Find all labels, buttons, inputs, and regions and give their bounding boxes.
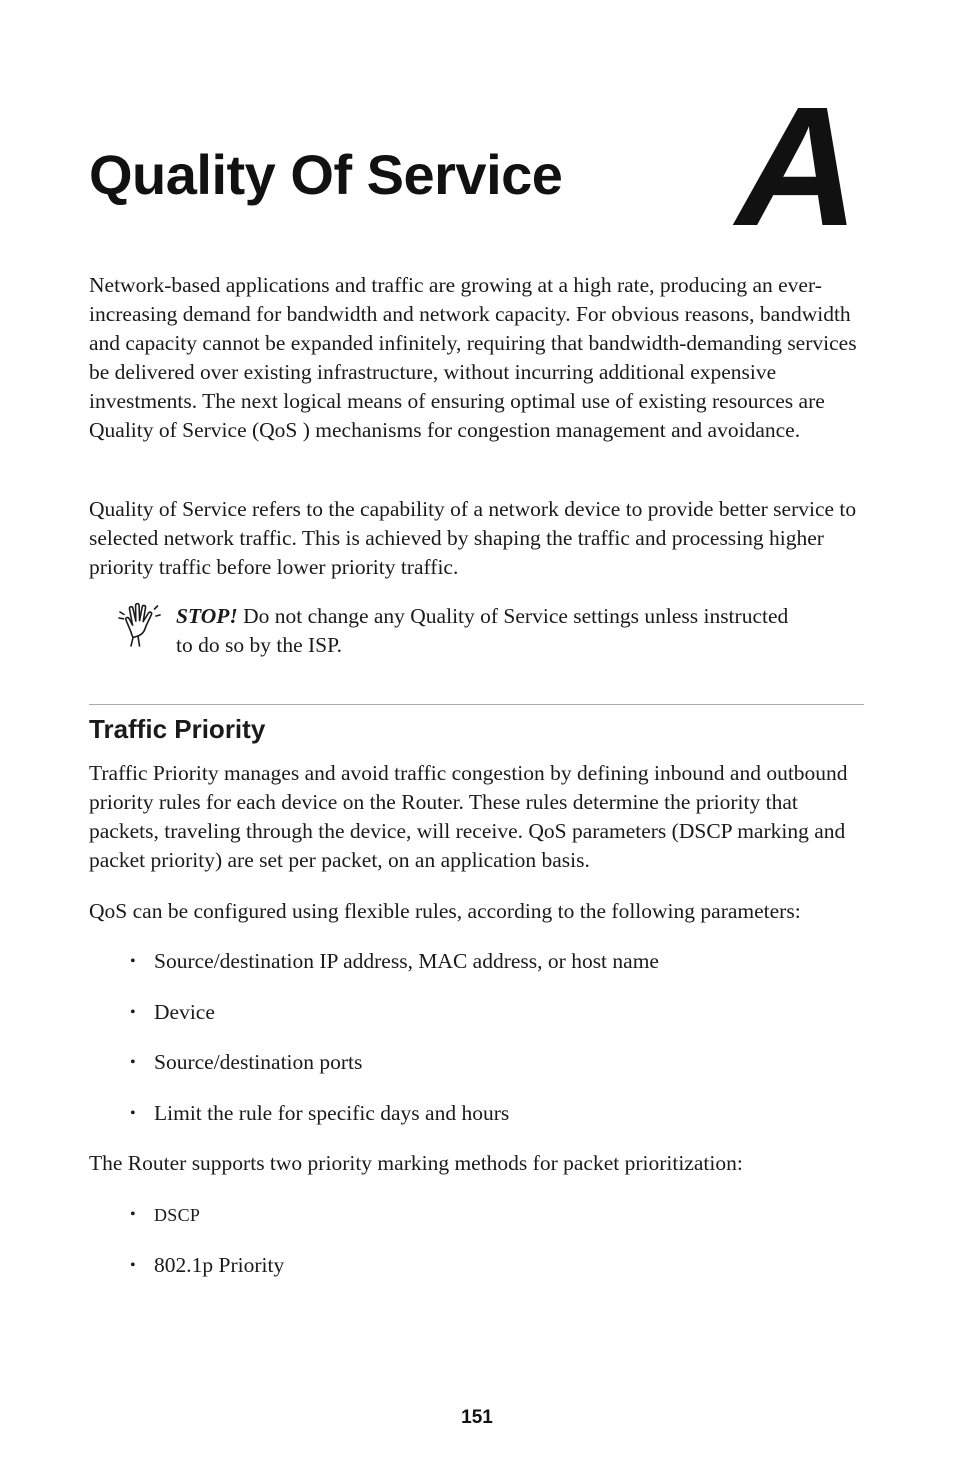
stop-note-text [176, 602, 796, 660]
section-title: Traffic Priority [89, 714, 266, 744]
section-divider [89, 704, 864, 705]
intro-paragraph: Network-based applications and traffic are growing at a high rate, producing an ever-increasing demand for bandwidth and network capacity. For obvious reasons, bandwidth and capacity cannot be expanded infinitely, requiring that bandwidth-demanding services be delivered over existing infrastructure, without incurring additional expensive investments. The next logical means of ensuring optimal use of existing resources are Quality of Service (QoS ) mechanisms for congestion management and avoidance. [89, 273, 857, 442]
page-number: 151 [461, 1407, 493, 1428]
qos-definition-paragraph: Quality of Service refers to the capability of a network device to provide better service to selected network traffic. This is achieved by shaping the traffic and processing higher priority traffic before lower priority traffic. [89, 497, 857, 579]
marking-methods-intro: The Router supports two priority marking methods for packet prioritization: [89, 1151, 743, 1175]
chapter-title: Quality Of Service [89, 143, 563, 206]
bullet-icon: • [130, 1054, 136, 1071]
qos-parameter-list [130, 947, 659, 1149]
bullet-icon: • [130, 1206, 136, 1223]
list-item: • Device [130, 998, 659, 1027]
stop-label: STOP! [176, 604, 238, 628]
traffic-priority-paragraph: Traffic Priority manages and avoid traffic congestion by defining inbound and outbound priority rules for each device on the Router. These rules determine the priority that packets, traveling through the device, will receive. QoS parameters (DSCP marking and packet priority) are set per packet, on an application basis. [89, 761, 848, 872]
list-item: • Source/destination ports [130, 1048, 659, 1077]
marking-method-list [130, 1200, 284, 1301]
bullet-icon: • [130, 1104, 136, 1122]
stop-message: Do not change any Quality of Service settings unless instructed to do so by the ISP. [176, 604, 789, 657]
list-item: • Limit the rule for specific days and hours [130, 1099, 659, 1128]
bullet-icon: • [130, 953, 136, 970]
list-item: • 802.1p Priority [130, 1251, 284, 1280]
qos-parameters-intro: QoS can be configured using flexible rules, according to the following parameters: [89, 899, 801, 923]
list-item: • Source/destination IP address, MAC address, or host name [130, 947, 659, 976]
bullet-icon: • [130, 1257, 136, 1274]
bullet-icon: • [130, 1003, 136, 1021]
chapter-letter: A [736, 72, 859, 262]
list-item: • DSCP [130, 1200, 284, 1230]
raised-hand-icon [117, 602, 163, 648]
